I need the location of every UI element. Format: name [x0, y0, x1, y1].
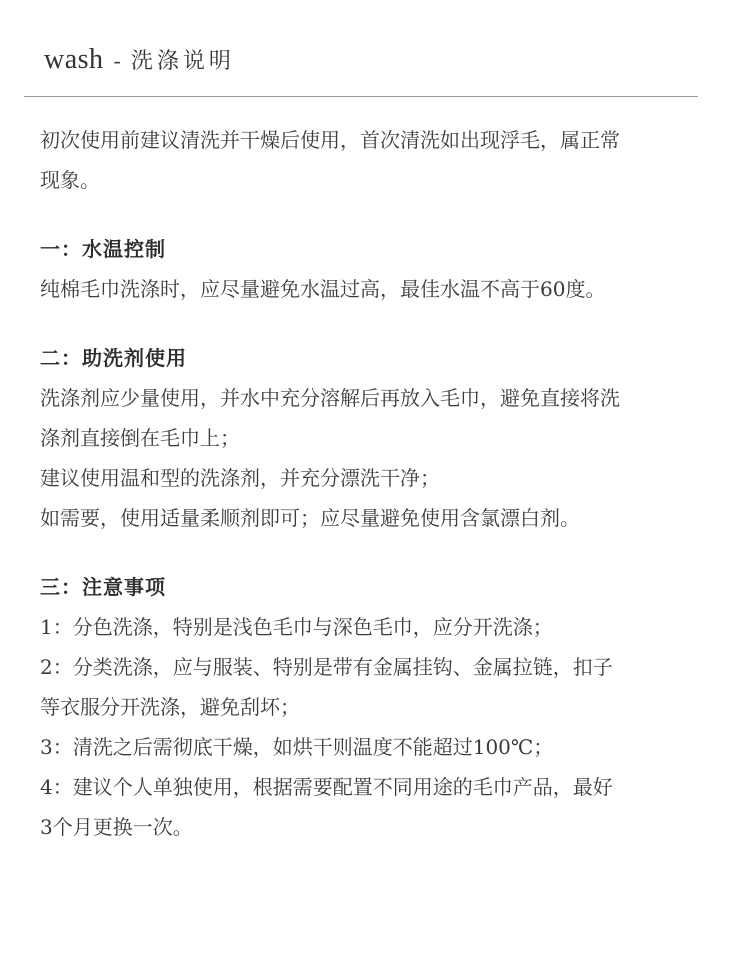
section-line: 3个月更换一次。 — [40, 815, 193, 839]
section-line: 建议使用温和型的洗涤剂，并充分漂洗干净； — [40, 466, 440, 490]
spacer — [40, 200, 720, 229]
title-separator: - — [113, 48, 121, 73]
intro-line: 现象。 — [40, 168, 100, 192]
section-heading: 二：助洗剂使用 — [40, 346, 187, 370]
instructions-content — [40, 120, 720, 847]
section-line: 4：建议个人单独使用，根据需要配置不同用途的毛巾产品，最好 — [40, 775, 613, 799]
intro-line: 初次使用前建议清洗并干燥后使用，首次清洗如出现浮毛，属正常 — [40, 128, 620, 152]
section-heading: 一：水温控制 — [40, 237, 166, 261]
section-line: 纯棉毛巾洗涤时，应尽量避免水温过高，最佳水温不高于60度。 — [40, 277, 606, 301]
title-divider — [24, 96, 698, 97]
section-detergent-use — [40, 338, 720, 538]
section-line: 如需要，使用适量柔顺剂即可；应尽量避免使用含氯漂白剂。 — [40, 506, 580, 530]
section-line: 3：清洗之后需彻底干燥，如烘干则温度不能超过100℃； — [40, 735, 554, 759]
title-chinese: 洗涤说明 — [130, 49, 235, 74]
section-line: 等衣服分开洗涤，避免刮坏； — [40, 695, 300, 719]
section-line: 1：分色洗涤，特别是浅色毛巾与深色毛巾，应分开洗涤； — [40, 615, 553, 639]
section-heading: 三：注意事项 — [40, 575, 166, 599]
spacer — [40, 538, 720, 567]
section-line: 2：分类洗涤，应与服装、特别是带有金属挂钩、金属拉链，扣子 — [40, 655, 613, 679]
title-english: wash — [44, 44, 104, 75]
section-water-temperature — [40, 229, 720, 309]
intro-paragraph — [40, 120, 720, 200]
spacer — [40, 309, 720, 338]
section-precautions — [40, 567, 720, 847]
section-line: 涤剂直接倒在毛巾上； — [40, 426, 240, 450]
section-line: 洗涤剂应少量使用，并水中充分溶解后再放入毛巾，避免直接将洗 — [40, 386, 620, 410]
page-title — [44, 44, 235, 84]
